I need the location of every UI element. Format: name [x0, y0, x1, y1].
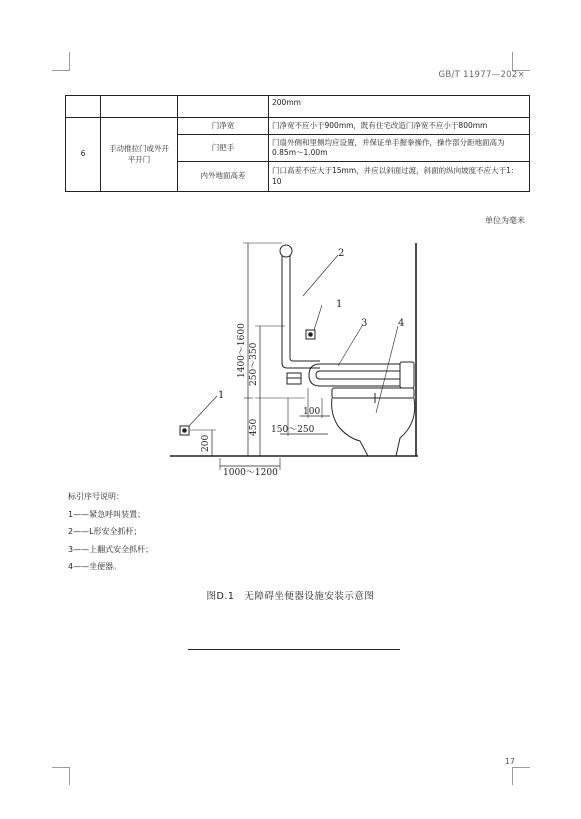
- end-divider: [188, 649, 400, 650]
- dim-button-height: 200: [201, 434, 211, 452]
- toilet: [332, 388, 415, 456]
- unit-note: 单位为毫米: [485, 216, 525, 225]
- table-cell: 200mm: [269, 96, 530, 118]
- dim-seat-height: 450: [249, 418, 259, 436]
- subitem-desc: 门口高差不应大于15mm，并应以斜面过渡，斜面的纵向坡度不应大于1：10: [269, 162, 530, 192]
- callout-number: 4: [398, 318, 405, 329]
- legend-item: 3——上翻式安全抓杆；: [68, 544, 154, 554]
- legend: [68, 488, 153, 576]
- crop-mark-br-h: [512, 767, 530, 768]
- callout-number: 2: [338, 248, 345, 259]
- subitem-desc: 门扇外侧和里侧均应设置，并保证单手握拳操作，操作部分距地面高为0.85m～1.00m: [269, 135, 530, 162]
- crop-mark-tl-h: [52, 70, 70, 71]
- spec-table: [65, 95, 530, 192]
- callout-number: 1: [218, 390, 225, 401]
- legend-item: 1——紧急呼叫装置；: [68, 509, 146, 519]
- figure-caption: 图D.1 无障碍坐便器设施安装示意图: [206, 591, 375, 602]
- table-row: [66, 96, 530, 118]
- dim-rail-offset: 100: [303, 407, 321, 417]
- emergency-call-button-upper: [306, 330, 315, 339]
- callout-number: 1: [336, 299, 343, 310]
- legend-item: 4——坐便器。: [68, 562, 122, 571]
- installation-diagram: [160, 238, 425, 478]
- subitem-label: 门把手: [178, 135, 269, 162]
- dim-total-height: 1400～1600: [237, 323, 247, 378]
- table-row: [66, 118, 530, 135]
- subitem-desc: 门净宽不应小于900mm，既有住宅改造门净宽不应小于800mm: [269, 118, 530, 135]
- table-cell: [101, 96, 178, 118]
- crop-mark-tr-v: [512, 52, 513, 70]
- emergency-call-button-lower: [180, 426, 189, 435]
- dim-upper-gap: 250～350: [249, 342, 259, 386]
- crop-mark-br-v: [512, 767, 513, 785]
- legend-item: 2——L形安全抓杆；: [68, 527, 142, 536]
- table-cell: [66, 96, 101, 118]
- page-number: 17: [504, 757, 515, 766]
- crop-mark-tl-v: [69, 52, 70, 70]
- flip-up-grab-bar: [309, 362, 414, 388]
- crop-mark-bl-h: [52, 767, 70, 768]
- item-number: 6: [66, 118, 101, 192]
- subitem-label: 门净宽: [178, 118, 269, 135]
- standard-code: GB/T 11977—202×: [438, 70, 525, 80]
- legend-title: 标引序号说明：: [68, 492, 124, 501]
- item-name: 手动推拉门或外开平开门: [101, 118, 178, 192]
- table-cell: [178, 96, 269, 118]
- crop-mark-bl-v: [69, 767, 70, 785]
- l-shaped-grab-bar: [280, 245, 320, 368]
- dim-wall-distance: 1000～1200: [223, 468, 278, 478]
- dim-rail-setback: 150～250: [271, 425, 315, 435]
- subitem-label: 内外地面高差: [178, 162, 269, 192]
- callout-number: 3: [361, 318, 368, 329]
